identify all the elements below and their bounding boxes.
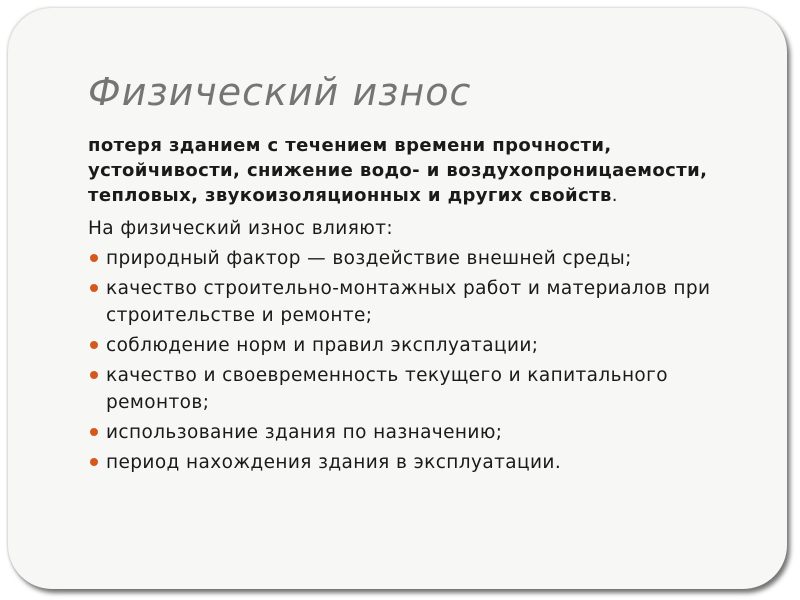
list-item-text: природный фактор — воздействие внешней среды;: [106, 248, 632, 269]
bullet-icon: [90, 341, 98, 349]
list-item-text: соблюдение норм и правил эксплуатации;: [106, 335, 539, 356]
list-item: [88, 245, 738, 272]
bullet-icon: [90, 254, 98, 262]
slide-title: Физический износ: [88, 70, 472, 114]
list-item: [88, 362, 738, 416]
bullet-icon: [90, 428, 98, 436]
list-item: [88, 275, 738, 329]
list-item: [88, 449, 738, 476]
bullet-icon: [90, 284, 98, 292]
list-item-text: качество и своевременность текущего и капитального ремонтов;: [106, 365, 668, 413]
intro-text: На физический износ влияют:: [88, 218, 394, 239]
list-item: [88, 332, 738, 359]
list-item-text: качество строительно-монтажных работ и материалов при строительстве и ремонте;: [106, 278, 711, 326]
list-item-text: период нахождения здания в эксплуатации.: [106, 452, 562, 473]
definition-paragraph: [88, 133, 738, 208]
slide-content: [88, 133, 738, 479]
definition-bold-text: потеря зданием с течением времени прочности, устойчивости, снижение водо- и воздухопроницаемости, тепловых, звукоизоляционных и других свойств: [88, 135, 708, 206]
bullet-icon: [90, 371, 98, 379]
definition-tail: .: [611, 185, 618, 206]
factor-list: [88, 245, 738, 476]
list-item: [88, 419, 738, 446]
bullet-icon: [90, 458, 98, 466]
list-item-text: использование здания по назначению;: [106, 422, 503, 443]
